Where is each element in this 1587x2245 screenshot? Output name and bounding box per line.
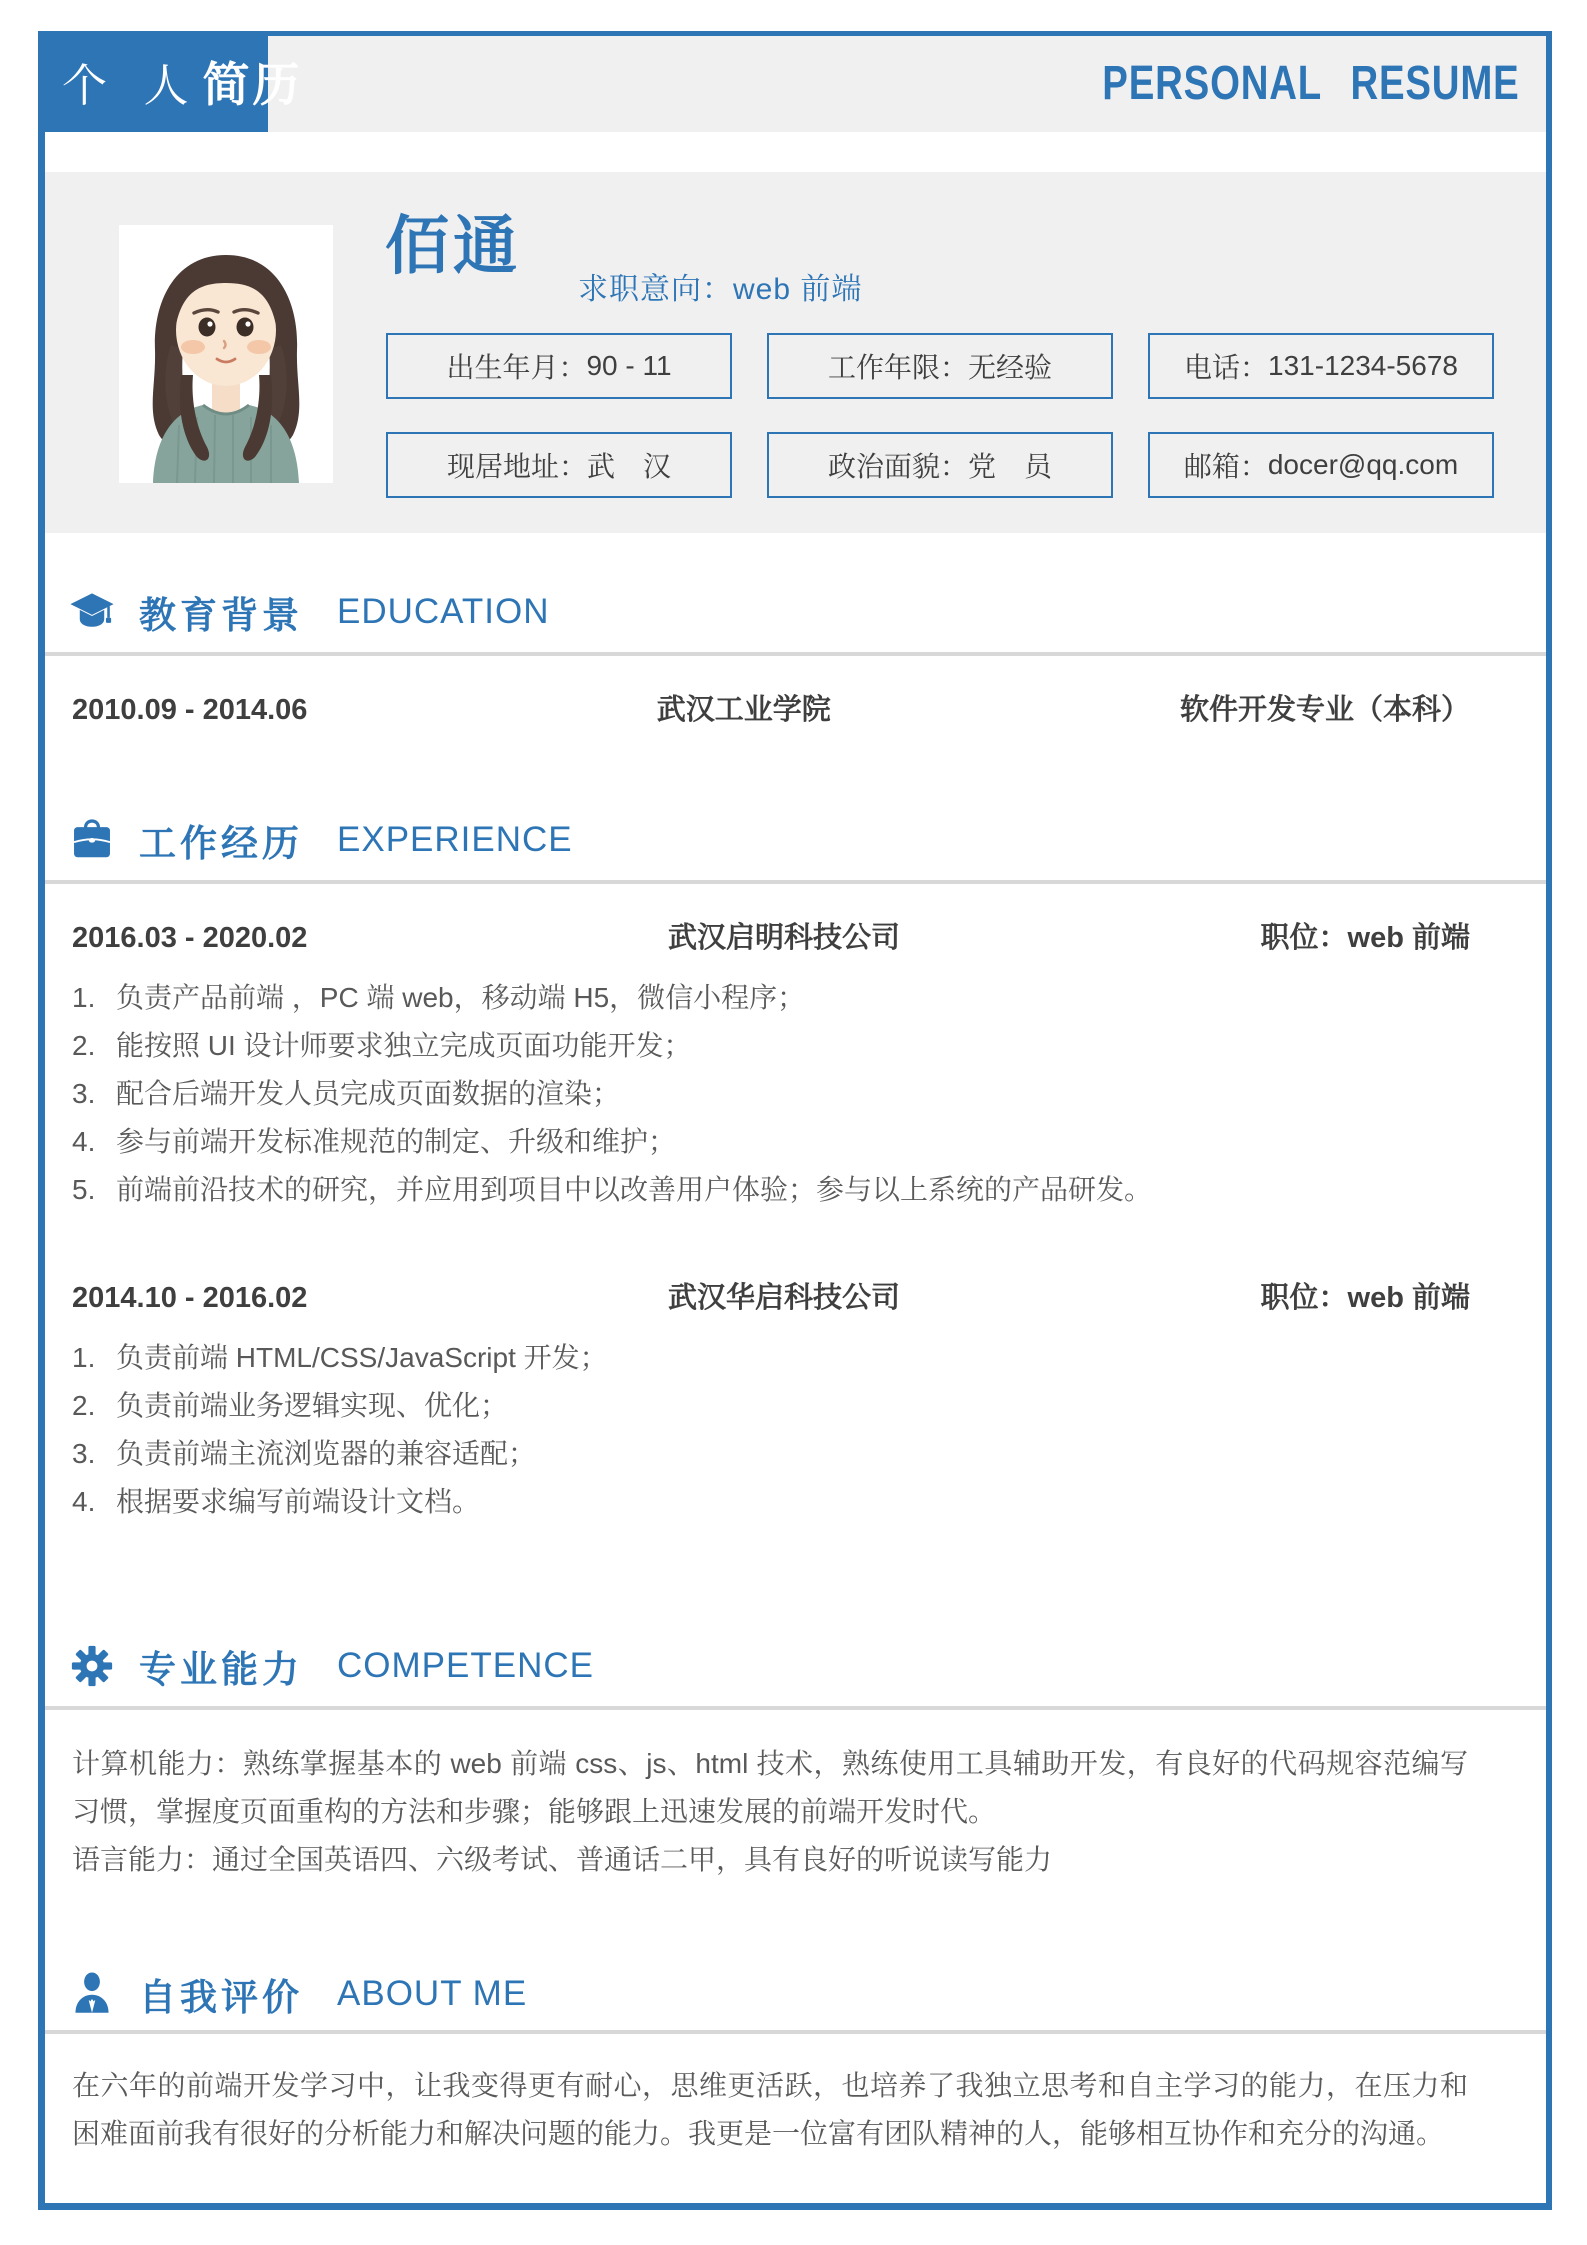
header-title-cn-light: 个 人 bbox=[62, 60, 201, 111]
section-experience bbox=[45, 814, 1546, 1526]
experience-title-cn: 工作经历 bbox=[139, 823, 303, 864]
field-email: 邮箱： docer@qq.com bbox=[1148, 432, 1494, 498]
avatar-illustration bbox=[119, 225, 333, 483]
job-company: 武汉华启科技公司 bbox=[667, 1282, 900, 1314]
job-intention: 求职意向：web 前端 bbox=[578, 273, 863, 306]
field-experience-years: 工作年限： 无经验 bbox=[767, 333, 1113, 399]
duty-item: 负责前端主流浏览器的兼容适配； bbox=[116, 1438, 537, 1469]
graduation-cap-icon bbox=[69, 589, 115, 635]
duty-item: 前端前沿技术的研究，并应用到项目中以改善用户体验；参与以上系统的产品研发。 bbox=[116, 1174, 1153, 1205]
duty-item: 根据要求编写前端设计文档。 bbox=[116, 1486, 481, 1517]
header-title-box bbox=[38, 31, 303, 132]
duty-item: 配合后端开发人员完成页面数据的渲染； bbox=[116, 1078, 621, 1109]
job-title-row bbox=[45, 918, 1546, 958]
section-divider bbox=[45, 2030, 1546, 2034]
job-duty-list bbox=[45, 974, 1546, 1214]
competence-title-cn: 专业能力 bbox=[139, 1649, 303, 1690]
duty-item: 负责前端业务逻辑实现、优化； bbox=[116, 1390, 509, 1421]
profile-fields-grid bbox=[386, 333, 1494, 498]
person-icon bbox=[69, 1971, 115, 2017]
education-school: 武汉工业学院 bbox=[656, 694, 831, 726]
job-position: 职位：web 前端 bbox=[1260, 922, 1470, 954]
about-header bbox=[45, 1968, 1546, 2020]
job-title-row bbox=[45, 1278, 1546, 1318]
job-period: 2016.03 - 2020.02 bbox=[72, 922, 308, 954]
field-phone: 电话： 131-1234-5678 bbox=[1148, 333, 1494, 399]
education-major: 软件开发专业（本科） bbox=[1179, 694, 1470, 726]
profile-photo bbox=[119, 225, 333, 483]
job-period: 2014.10 - 2016.02 bbox=[72, 1282, 308, 1314]
job-duty-list bbox=[45, 1334, 1546, 1526]
job-company: 武汉启明科技公司 bbox=[667, 922, 900, 954]
competence-header bbox=[45, 1640, 1546, 1692]
section-education bbox=[45, 586, 1546, 730]
job-entry bbox=[45, 1278, 1546, 1526]
experience-title-en: EXPERIENCE bbox=[337, 820, 573, 859]
field-birth: 出生年月： 90 - 11 bbox=[386, 333, 732, 399]
job-position: 职位：web 前端 bbox=[1260, 1282, 1470, 1314]
profile-panel bbox=[45, 172, 1546, 533]
education-period: 2010.09 - 2014.06 bbox=[72, 694, 308, 726]
duty-item: 负责产品前端 ，PC 端 web，移动端 H5，微信小程序； bbox=[116, 982, 806, 1013]
section-divider bbox=[45, 880, 1546, 884]
competence-paragraph: 计算机能力：熟练掌握基本的 web 前端 css、js、html 技术，熟练使用工具辅助开发，有良好的代码规容范编写习惯，掌握度页面重构的方法和步骤；能够跟上迅速发展的前端开发时代。 bbox=[72, 1748, 1468, 1827]
field-address: 现居地址： 武 汉 bbox=[386, 432, 732, 498]
duty-item: 能按照 UI 设计师要求独立完成页面功能开发； bbox=[116, 1030, 692, 1061]
section-about-me bbox=[45, 1968, 1546, 2158]
about-text bbox=[45, 2062, 1546, 2158]
briefcase-icon bbox=[69, 817, 115, 863]
education-header bbox=[45, 586, 1546, 638]
job-entry bbox=[45, 918, 1546, 1214]
field-political-status: 政治面貌： 党 员 bbox=[767, 432, 1113, 498]
duty-item: 负责前端 HTML/CSS/JavaScript 开发； bbox=[116, 1342, 608, 1373]
section-competence bbox=[45, 1640, 1546, 1884]
education-row bbox=[45, 690, 1546, 730]
header-title-en: PERSONAL RESUME bbox=[1102, 57, 1520, 110]
competence-text bbox=[45, 1740, 1546, 1884]
experience-header bbox=[45, 814, 1546, 866]
section-divider bbox=[45, 652, 1546, 656]
section-divider bbox=[45, 1706, 1546, 1710]
about-paragraph: 在六年的前端开发学习中，让我变得更有耐心，思维更活跃，也培养了我独立思考和自主学习的能力，在压力和困难面前我有很好的分析能力和解决问题的能力。我更是一位富有团队精神的人，能够相互协作和充分的沟通。 bbox=[72, 2070, 1468, 2149]
duty-item: 参与前端开发标准规范的制定、升级和维护； bbox=[116, 1126, 677, 1157]
about-title-en: ABOUT ME bbox=[337, 1974, 528, 2013]
gear-icon bbox=[69, 1643, 115, 1689]
candidate-name: 佰通 bbox=[385, 210, 521, 282]
education-title-en: EDUCATION bbox=[337, 592, 550, 631]
about-title-cn: 自我评价 bbox=[139, 1977, 303, 2018]
competence-title-en: COMPETENCE bbox=[337, 1646, 594, 1685]
competence-paragraph: 语言能力：通过全国英语四、六级考试、普通话二甲，具有良好的听说读写能力 bbox=[72, 1844, 1053, 1875]
header-title-cn-bold: 简历 bbox=[202, 58, 303, 111]
education-title-cn: 教育背景 bbox=[139, 595, 303, 636]
